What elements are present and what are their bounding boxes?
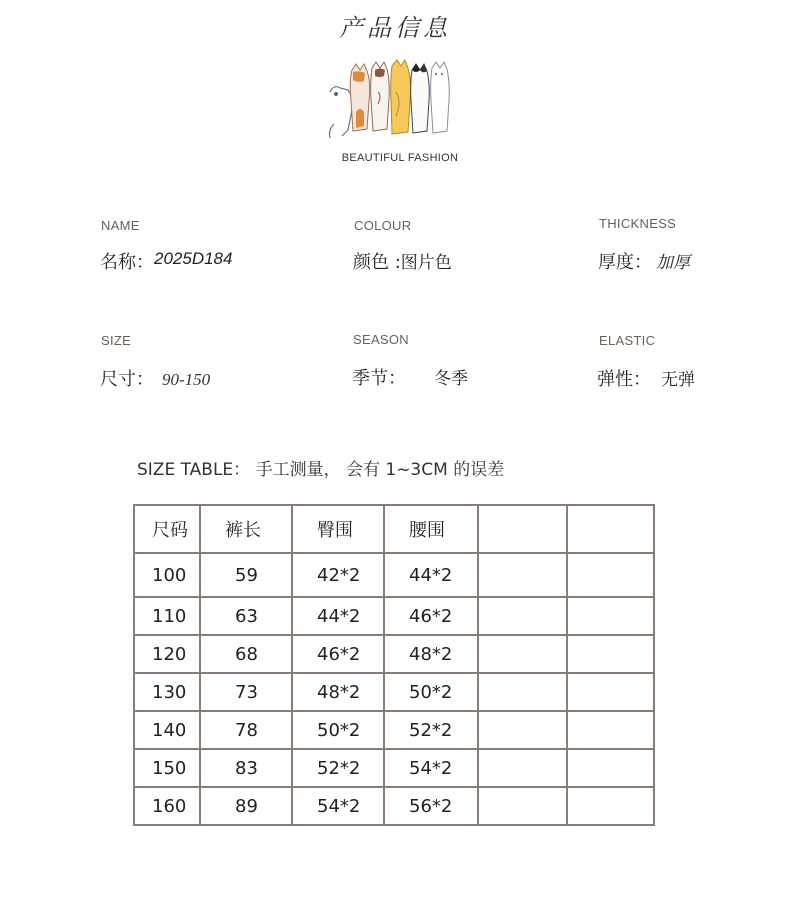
table-cell [478,597,567,635]
table-cell: 59 [200,553,292,597]
elastic-field [597,365,695,391]
colour-value: 图片色 [400,253,452,273]
table-cell: 140 [134,711,200,749]
table-row [134,673,654,711]
table-cell [478,635,567,673]
table-cell: 52*2 [292,749,384,787]
table-cell: 83 [200,749,292,787]
table-cell [567,787,654,825]
table-cell [478,787,567,825]
season-label: SEASON [353,332,409,347]
name-value: 2025D184 [154,249,233,268]
table-cell: 100 [134,553,200,597]
table-row [134,553,654,597]
cats-illustration [320,52,470,152]
table-row [134,635,654,673]
header-cell-waist: 腰围 [384,505,478,553]
table-cell: 44*2 [384,553,478,597]
header-cell-empty [567,505,654,553]
thickness-value: 加厚 [656,253,690,273]
table-cell [567,673,654,711]
table-cell: 150 [134,749,200,787]
size-field [100,365,210,391]
table-cell [478,711,567,749]
table-cell: 54*2 [292,787,384,825]
name-field [100,248,232,274]
logo-text: BEAUTIFUL FASHION [341,152,459,164]
size-key: 尺寸： [100,369,154,390]
thickness-field [598,248,690,274]
table-cell: 46*2 [384,597,478,635]
table-cell [567,749,654,787]
table-cell: 120 [134,635,200,673]
table-cell: 130 [134,673,200,711]
table-cell: 54*2 [384,749,478,787]
size-table-title: SIZE TABLE： 手工测量， 会有 1~3CM 的误差 [137,460,505,480]
table-cell: 46*2 [292,635,384,673]
table-cell: 52*2 [384,711,478,749]
table-cell: 110 [134,597,200,635]
table-cell [567,711,654,749]
table-cell: 44*2 [292,597,384,635]
table-cell: 50*2 [384,673,478,711]
table-cell: 48*2 [384,635,478,673]
header-cell-empty [478,505,567,553]
table-cell: 73 [200,673,292,711]
table-cell: 68 [200,635,292,673]
header-cell-length: 裤长 [200,505,292,553]
elastic-key: 弹性： [597,369,651,390]
table-cell [567,553,654,597]
table-header-row [134,505,654,553]
table-row [134,711,654,749]
table-cell: 160 [134,787,200,825]
header-cell-hip: 臀围 [292,505,384,553]
colour-key: 颜色 : [353,252,401,273]
table-cell: 56*2 [384,787,478,825]
table-row [134,787,654,825]
season-field [352,364,468,390]
page-title: 产品信息 [339,14,451,42]
table-cell [478,553,567,597]
elastic-label: ELASTIC [599,333,656,348]
table-cell: 89 [200,787,292,825]
table-cell: 50*2 [292,711,384,749]
size-label: SIZE [101,333,132,348]
header-cell-size: 尺码 [134,505,200,553]
season-key: 季节： [352,368,406,389]
thickness-key: 厚度： [598,252,652,273]
size-value: 90-150 [162,370,211,389]
table-cell: 63 [200,597,292,635]
name-key: 名称： [100,252,154,273]
colour-field [353,248,452,274]
table-cell [567,635,654,673]
colour-label: COLOUR [354,218,412,233]
table-cell: 42*2 [292,553,384,597]
table-row [134,749,654,787]
table-cell [478,673,567,711]
table-cell: 48*2 [292,673,384,711]
table-cell [567,597,654,635]
table-cell [478,749,567,787]
size-table [133,504,655,826]
season-value: 冬季 [434,369,468,389]
thickness-label: THICKNESS [599,216,677,231]
name-label: NAME [101,218,140,233]
brand-logo [320,52,470,170]
elastic-value: 无弹 [661,370,695,390]
table-row [134,597,654,635]
table-cell: 78 [200,711,292,749]
